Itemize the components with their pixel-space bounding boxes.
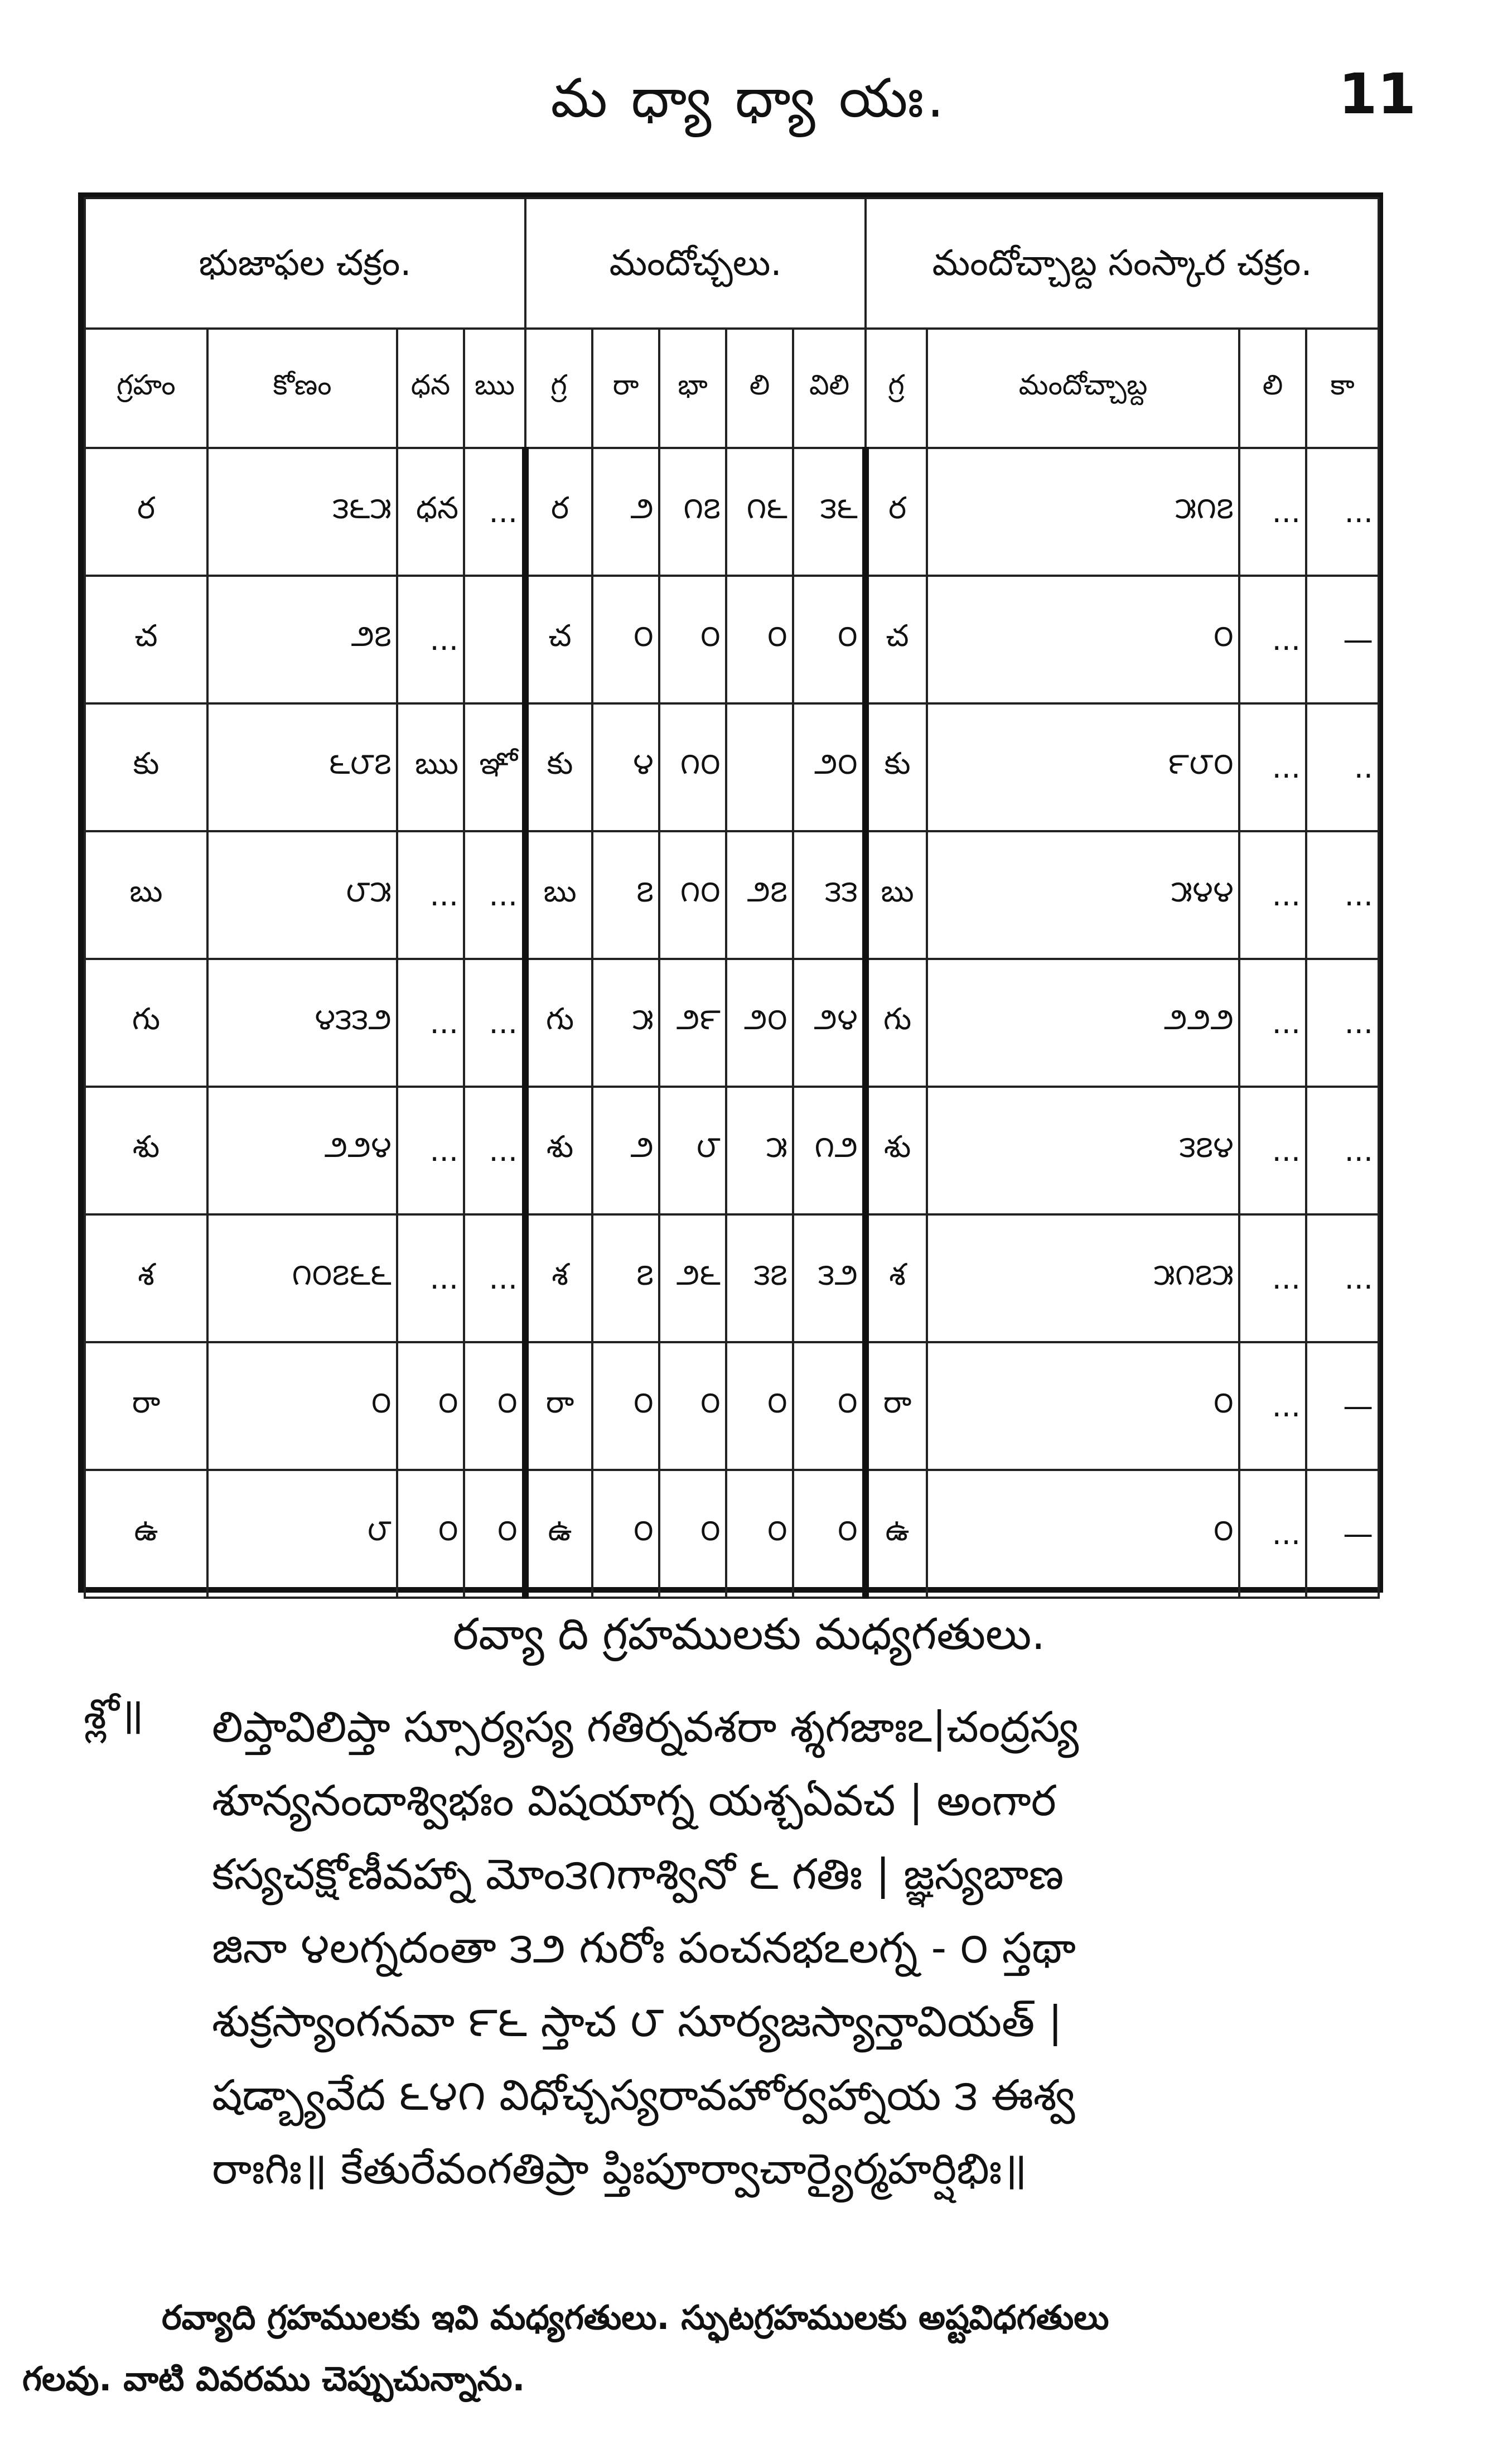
value-cell: ౧౨ (793, 1087, 866, 1214)
value-cell: ౦ (592, 1342, 659, 1470)
group-header-bhujaphala: భుజాఫల చక్రం. (85, 198, 525, 329)
table-row (85, 831, 1379, 959)
planet-name-cell: కు (525, 703, 592, 831)
value-cell: ౧౬ (726, 448, 793, 576)
planet-name-cell: ఉ (85, 1470, 207, 1598)
value-cell: ౧౭ (659, 448, 726, 576)
value-cell: ... (1306, 448, 1379, 576)
verse-text: లిప్తావిలిప్తా స్సూర్యస్య గతిర్నవశరా శ్శగజాఃఽ|చంద్రస్య శూన్యనందాశ్విభఃం విషయాగ్న యశ్చఏవచ | అంగార కస్యచక్షోణీవహ్నా మోం౩౧గాశ్వినో ౬ గతిః | జ్ఞస్యబాణ జినా ౪లగ్నదంతా ౩౨ గురోః పంచనభఽలగ్న - ౦ స్తథా శుక్రస్యాంగనవా ౯౬ స్తాచ ౮ సూర్యజస్యాన్తావియత్ | షడ్బ్యావేద ౬౪౧ విధోచ్చస్యరావహోర్వహ్నాయ ౩ ఈశ్వ రాఃగిః॥ కేతురేవంగతిప్రా ప్తిఃపూర్వాచార్యైర్మహర్షిభిః॥ (212, 1702, 1079, 2193)
value-cell: ౪ (592, 703, 659, 831)
value-cell: ౯౮౦ (927, 703, 1239, 831)
planet-name-cell: బు (85, 831, 207, 959)
column-header: గ్ర (866, 329, 927, 448)
value-cell: ౩౬౫ (207, 448, 397, 576)
value-cell: ౬౮౭ (207, 703, 397, 831)
value-cell: ... (464, 1087, 525, 1214)
column-header: కోణం (207, 329, 397, 448)
value-cell: ౨౪ (793, 959, 866, 1087)
page-number: 11 (1338, 61, 1417, 127)
value-cell: ... (397, 1214, 464, 1342)
value-cell: ... (397, 959, 464, 1087)
value-cell: ౫ (592, 959, 659, 1087)
value-cell: ... (397, 576, 464, 703)
planet-name-cell: కు (866, 703, 927, 831)
value-cell: ౩౭౪ (927, 1087, 1239, 1214)
planet-name-cell: ర (525, 448, 592, 576)
planet-name-cell: బు (866, 831, 927, 959)
column-header: గ్రహం (85, 329, 207, 448)
planet-name-cell: చ (85, 576, 207, 703)
value-cell: ౫౪౪ (927, 831, 1239, 959)
table-caption: రవ్యా ది గ్రహములకు మధ్యగతులు. (452, 1609, 1046, 1660)
table-row (85, 448, 1379, 576)
value-cell: ౦ (726, 576, 793, 703)
value-cell: ౧౦ (659, 703, 726, 831)
table-row (85, 703, 1379, 831)
value-cell: ... (1239, 448, 1306, 576)
planet-name-cell: రా (85, 1342, 207, 1470)
value-cell: ౧౦౭౬౬ (207, 1214, 397, 1342)
value-cell: ౨౨౪ (207, 1087, 397, 1214)
column-header: విలి (793, 329, 866, 448)
value-cell: ... (1239, 1087, 1306, 1214)
value-cell: ... (464, 831, 525, 959)
verse-mark: శ్లో॥ (84, 1690, 144, 1738)
value-cell: ౨౦ (793, 703, 866, 831)
planet-name-cell: శు (866, 1087, 927, 1214)
value-cell: ౨౨౨ (927, 959, 1239, 1087)
value-cell: ... (1239, 959, 1306, 1087)
value-cell: ౩౨ (793, 1214, 866, 1342)
value-cell: ౨ (592, 448, 659, 576)
planet-name-cell: శ (866, 1214, 927, 1342)
value-cell: ౦ (927, 576, 1239, 703)
value-cell: ౦ (927, 1342, 1239, 1470)
value-cell: ౩౭ (726, 1214, 793, 1342)
value-cell: ... (1239, 1470, 1306, 1598)
value-cell: ౦ (207, 1342, 397, 1470)
value-cell: ... (1239, 831, 1306, 959)
value-cell: ... (397, 831, 464, 959)
table-row (85, 1342, 1379, 1470)
value-cell: ౨ (592, 1087, 659, 1214)
planet-name-cell: రా (525, 1342, 592, 1470)
table-row (85, 576, 1379, 703)
value-cell: ౫౧౭ (927, 448, 1239, 576)
planet-name-cell: చ (525, 576, 592, 703)
group-header-mandochcha: మందోచ్చలు. (525, 198, 866, 329)
value-cell: ౦ (397, 1470, 464, 1598)
value-cell: ... (464, 1214, 525, 1342)
value-cell: ౪౩౩౨ (207, 959, 397, 1087)
table-row (85, 1214, 1379, 1342)
value-cell: ... (464, 448, 525, 576)
value-cell: ౩౩ (793, 831, 866, 959)
planet-name-cell: ర (85, 448, 207, 576)
value-cell: ౨౯ (659, 959, 726, 1087)
column-header: లి (1239, 329, 1306, 448)
value-cell: ౦ (793, 576, 866, 703)
planet-name-cell: శ (85, 1214, 207, 1342)
value-cell: .. (1306, 703, 1379, 831)
value-cell: ... (464, 959, 525, 1087)
value-cell: ధన (397, 448, 464, 576)
value-cell: ౩౬ (793, 448, 866, 576)
planet-name-cell: కు (85, 703, 207, 831)
footer-text: రవ్యాది గ్రహములకు ఇవి మధ్యగతులు. స్ఫుటగ్రహములకు అష్టవిధగతులు (162, 2298, 1109, 2337)
table-row (85, 959, 1379, 1087)
value-cell: ౫౧౭౫ (927, 1214, 1239, 1342)
value-cell: ౦ (793, 1342, 866, 1470)
value-cell: ౮ (659, 1087, 726, 1214)
column-header: ధన (397, 329, 464, 448)
value-cell: ... (397, 1087, 464, 1214)
value-cell: ౦ (397, 1342, 464, 1470)
value-cell: ౦ (726, 1342, 793, 1470)
column-header: కా (1306, 329, 1379, 448)
column-header: మందోచ్చాబ్ద (927, 329, 1239, 448)
column-header: లి (726, 329, 793, 448)
value-cell: ... (1239, 703, 1306, 831)
planet-name-cell: గు (525, 959, 592, 1087)
value-cell: — (1306, 576, 1379, 703)
value-cell: ౦ (726, 1470, 793, 1598)
value-cell (464, 576, 525, 703)
footer-text-continued: గలవు. వాటి వివరము చెప్పుచున్నాను. (22, 2360, 525, 2399)
planet-table (78, 192, 1383, 1593)
value-cell: ౦ (592, 576, 659, 703)
planet-name-cell: శు (85, 1087, 207, 1214)
column-header: రా (592, 329, 659, 448)
planet-name-cell: రా (866, 1342, 927, 1470)
value-cell: ఞో (464, 703, 525, 831)
value-cell: ౭ (592, 831, 659, 959)
value-cell: ౦ (659, 1470, 726, 1598)
value-cell: ౮ (207, 1470, 397, 1598)
planet-name-cell: ర (866, 448, 927, 576)
value-cell: ౭ (592, 1214, 659, 1342)
page-title: మ ధ్యా ధ్యా యః. (550, 67, 948, 129)
value-cell: — (1306, 1470, 1379, 1598)
value-cell: ... (1306, 831, 1379, 959)
value-cell: ౦ (793, 1470, 866, 1598)
value-cell: ౨౭ (726, 831, 793, 959)
value-cell: ౧౦ (659, 831, 726, 959)
value-cell: ౦ (659, 576, 726, 703)
value-cell: ౦ (927, 1470, 1239, 1598)
value-cell: ... (1306, 1214, 1379, 1342)
planet-name-cell: చ (866, 576, 927, 703)
value-cell: ౦ (464, 1470, 525, 1598)
value-cell: ౨౭ (207, 576, 397, 703)
value-cell: ౦ (592, 1470, 659, 1598)
planet-name-cell: బు (525, 831, 592, 959)
value-cell: ౫ (726, 1087, 793, 1214)
column-header: భా (659, 329, 726, 448)
value-cell (726, 703, 793, 831)
value-cell: ... (1239, 1342, 1306, 1470)
planet-name-cell: శు (525, 1087, 592, 1214)
value-cell: ... (1306, 1087, 1379, 1214)
value-cell: ౨౦ (726, 959, 793, 1087)
table-row (85, 1470, 1379, 1598)
planet-name-cell: ఉ (866, 1470, 927, 1598)
value-cell: ౮౫ (207, 831, 397, 959)
planet-name-cell: గు (85, 959, 207, 1087)
value-cell: ... (1306, 959, 1379, 1087)
planet-name-cell: శ (525, 1214, 592, 1342)
planet-name-cell: గు (866, 959, 927, 1087)
value-cell: ౨౬ (659, 1214, 726, 1342)
column-header: ఋ (464, 329, 525, 448)
group-header-samskara: మందోచ్చాబ్ద సంస్కార చక్రం. (866, 198, 1379, 329)
planet-name-cell: ఉ (525, 1470, 592, 1598)
column-header: గ్ర (525, 329, 592, 448)
value-cell: ౦ (464, 1342, 525, 1470)
value-cell: ౦ (659, 1342, 726, 1470)
value-cell: ... (1239, 576, 1306, 703)
value-cell: ... (1239, 1214, 1306, 1342)
table-row (85, 1087, 1379, 1214)
value-cell: — (1306, 1342, 1379, 1470)
value-cell: ఋ (397, 703, 464, 831)
